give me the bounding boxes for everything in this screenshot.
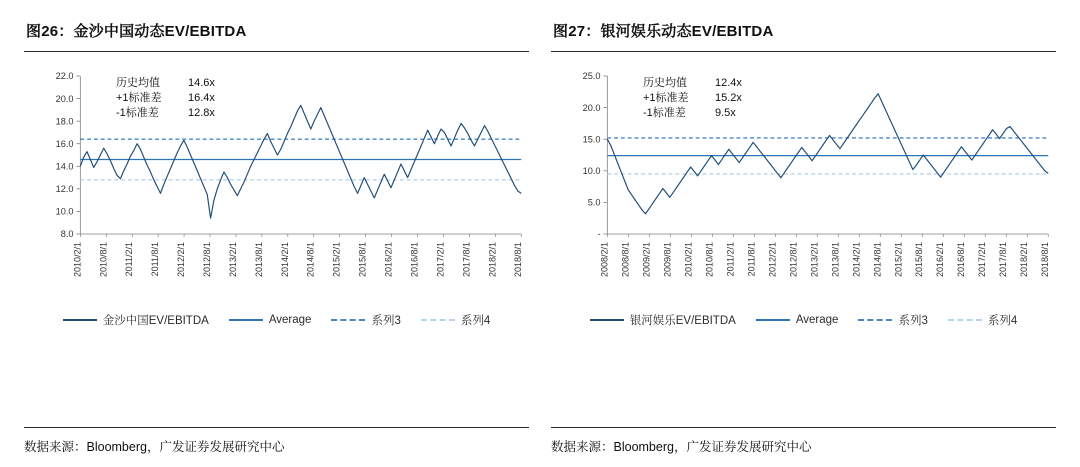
svg-text:14.0: 14.0 [55,161,74,172]
svg-text:2012/2/1: 2012/2/1 [767,241,778,278]
svg-text:12.0: 12.0 [55,183,74,195]
svg-text:2015/2/1: 2015/2/1 [893,242,904,278]
page-title: 图27：银河娱乐动态EV/EBITDA [551,12,1056,52]
line-chart [24,66,529,296]
legend-label: Average [795,314,839,326]
svg-text:25.0: 25.0 [582,71,601,82]
stats-row [643,91,742,106]
svg-text:2016/8/1: 2016/8/1 [409,242,420,278]
svg-text:2010/2/1: 2010/2/1 [683,242,694,278]
legend-label: 银河娱乐EV/EBITDA [629,315,736,327]
stats-label: +1标准差 [116,92,162,104]
svg-text:2018/8/1: 2018/8/1 [513,242,524,278]
stats-annotation [116,76,215,121]
svg-text:2011/8/1: 2011/8/1 [150,242,161,277]
svg-text:2017/2/1: 2017/2/1 [977,242,988,278]
stats-value: 12.4x [715,77,742,89]
legend-swatch-icon [331,319,365,321]
svg-text:5.0: 5.0 [587,197,601,208]
svg-text:2009/2/1: 2009/2/1 [641,242,652,278]
legend-label: 金沙中国EV/EBITDA [102,315,209,327]
svg-text:10.0: 10.0 [582,165,601,177]
stats-label: -1标准差 [643,107,686,119]
stats-row [643,106,742,121]
svg-text:2015/2/1: 2015/2/1 [331,242,342,278]
svg-text:2011/2/1: 2011/2/1 [124,242,135,277]
stats-row [643,76,742,91]
svg-text:2014/2/1: 2014/2/1 [279,242,290,278]
svg-text:16.0: 16.0 [55,138,74,149]
svg-text:2017/8/1: 2017/8/1 [998,242,1009,278]
legend-item [229,314,312,326]
svg-text:2012/2/1: 2012/2/1 [176,242,187,278]
chart-panel-27 [551,12,1056,455]
chart-legend [551,312,1056,328]
svg-text:2013/8/1: 2013/8/1 [253,241,264,278]
svg-text:20.0: 20.0 [55,93,74,104]
svg-text:10.0: 10.0 [55,206,74,217]
source-note: 数据来源：Bloomberg，广发证券发展研究中心 [24,427,529,455]
legend-swatch-icon [858,319,892,321]
svg-text:2018/2/1: 2018/2/1 [487,242,498,278]
chart-legend [24,312,529,328]
stats-label: -1标准差 [116,107,159,119]
svg-text:2015/8/1: 2015/8/1 [357,242,368,278]
legend-item [948,312,1017,328]
stats-value: 14.6x [188,77,215,89]
svg-text:2012/8/1: 2012/8/1 [202,242,212,278]
svg-text:2009/8/1: 2009/8/1 [662,242,673,278]
svg-text:2010/8/1: 2010/8/1 [704,242,715,278]
stats-label: 历史均值 [643,77,687,89]
svg-text:2008/8/1: 2008/8/1 [620,242,631,278]
svg-text:2013/8/1: 2013/8/1 [830,242,841,278]
svg-text:15.0: 15.0 [582,134,601,145]
page-title: 图26：金沙中国动态EV/EBITDA [24,12,529,52]
legend-label: 系列3 [371,315,401,327]
legend-swatch-icon [229,319,263,321]
legend-label: 系列4 [987,315,1018,327]
svg-text:2014/8/1: 2014/8/1 [305,242,316,278]
svg-text:22.0: 22.0 [55,71,74,82]
legend-swatch-icon [948,319,982,321]
stats-row [116,106,215,121]
svg-text:2015/8/1: 2015/8/1 [914,242,925,278]
svg-text:2018/8/1: 2018/8/1 [1040,242,1051,278]
stats-value: 15.2x [715,92,742,104]
legend-label: 系列3 [898,315,928,327]
svg-text:2012/8/1: 2012/8/1 [788,241,799,278]
stats-value: 9.5x [715,107,736,119]
svg-text:2016/2/1: 2016/2/1 [383,242,394,278]
chart-area [24,66,529,427]
chart-area [551,66,1056,427]
svg-text:2017/8/1: 2017/8/1 [461,242,472,278]
legend-swatch-icon [756,319,790,321]
svg-text:2016/2/1: 2016/2/1 [935,242,946,278]
legend-item [331,312,400,328]
legend-item [590,312,736,328]
stats-row [116,76,215,91]
chart-panel-26 [24,12,529,455]
stats-value: 12.8x [188,107,215,119]
stats-label: +1标准差 [643,92,689,104]
legend-label: 系列4 [460,315,491,327]
svg-text:-: - [597,229,601,240]
stats-annotation [643,76,742,121]
plot-wrap [551,66,1056,296]
legend-swatch-icon [421,319,455,321]
stats-value: 16.4x [188,92,215,104]
svg-text:2010/8/1: 2010/8/1 [98,242,109,278]
svg-text:2014/8/1: 2014/8/1 [872,242,883,278]
svg-text:2008/2/1: 2008/2/1 [599,242,610,278]
source-note: 数据来源：Bloomberg，广发证券发展研究中心 [551,427,1056,455]
legend-item [63,312,209,328]
svg-text:2013/2/1: 2013/2/1 [809,242,820,278]
plot-wrap [24,66,529,296]
svg-text:8.0: 8.0 [60,229,74,240]
svg-text:2016/8/1: 2016/8/1 [956,242,967,278]
svg-text:2014/2/1: 2014/2/1 [851,242,862,278]
stats-label: 历史均值 [116,77,160,89]
legend-item [858,312,927,328]
svg-text:2017/2/1: 2017/2/1 [435,242,446,278]
stats-row [116,91,215,106]
svg-text:2018/2/1: 2018/2/1 [1019,241,1030,278]
svg-text:20.0: 20.0 [582,102,601,113]
legend-item [421,312,490,328]
svg-text:18.0: 18.0 [55,116,74,127]
svg-text:2010/2/1: 2010/2/1 [72,242,83,278]
svg-text:2013/2/1: 2013/2/1 [228,242,238,278]
legend-label: Average [268,314,312,326]
svg-text:2011/8/1: 2011/8/1 [746,242,757,277]
legend-item [756,314,839,326]
line-chart [551,66,1056,296]
svg-text:2011/2/1: 2011/2/1 [725,242,736,277]
legend-swatch-icon [590,319,624,321]
legend-swatch-icon [63,319,97,321]
